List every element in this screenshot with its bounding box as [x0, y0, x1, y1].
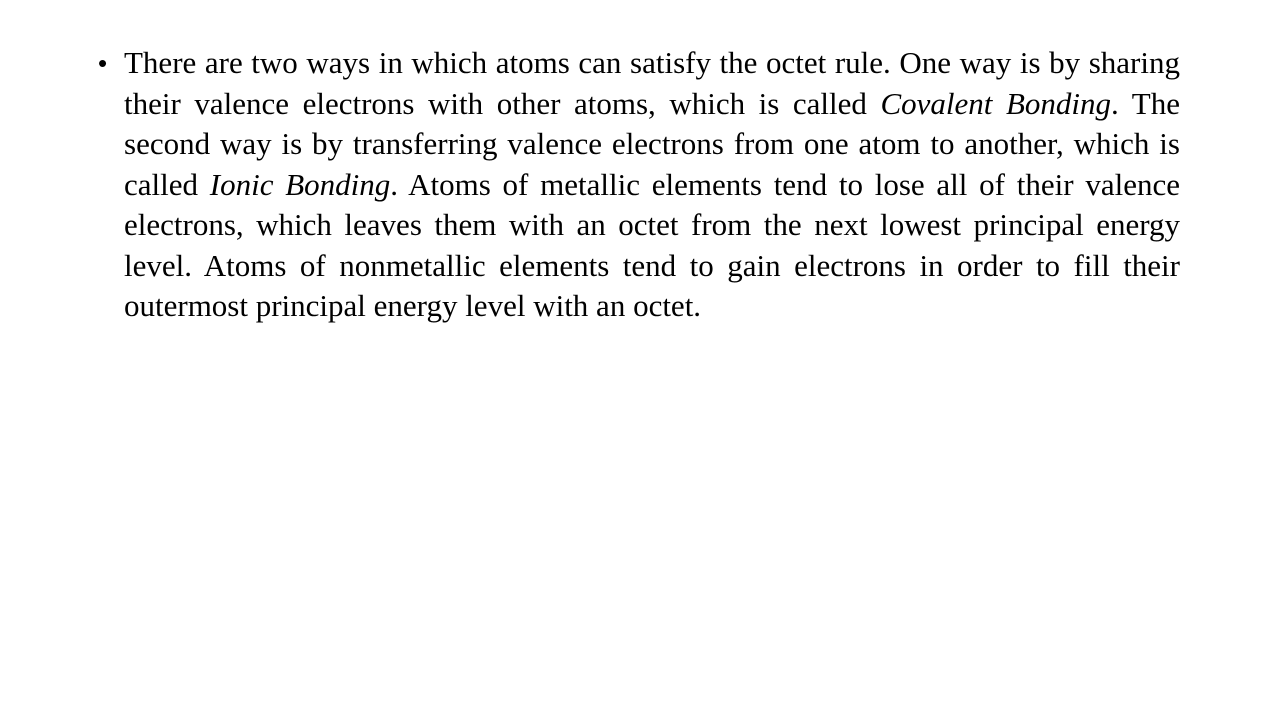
bullet-list [98, 43, 1180, 327]
bullet-text-middle: . The second way is by transferring valence electrons from one atom to another, which is called [124, 85, 1180, 202]
bullet-text-end: . Atoms of metallic elements tend to lose all of their valence electrons, which leaves them with an octet from the next lowest principal energy level. Atoms of nonmetallic elements tend to gain electrons in order to fill their outermost principal energy level with an octet. [124, 166, 1180, 323]
bullet-icon: • [98, 48, 108, 78]
bullet-item [98, 43, 1180, 327]
term-ionic-bonding: Ionic Bonding [209, 166, 391, 202]
term-covalent-bonding: Covalent Bonding [880, 85, 1112, 121]
bullet-text-intro: There are two ways in which atoms can satisfy the octet rule. One way is by sharing their valence electrons with other atoms, which is called [124, 45, 1180, 121]
